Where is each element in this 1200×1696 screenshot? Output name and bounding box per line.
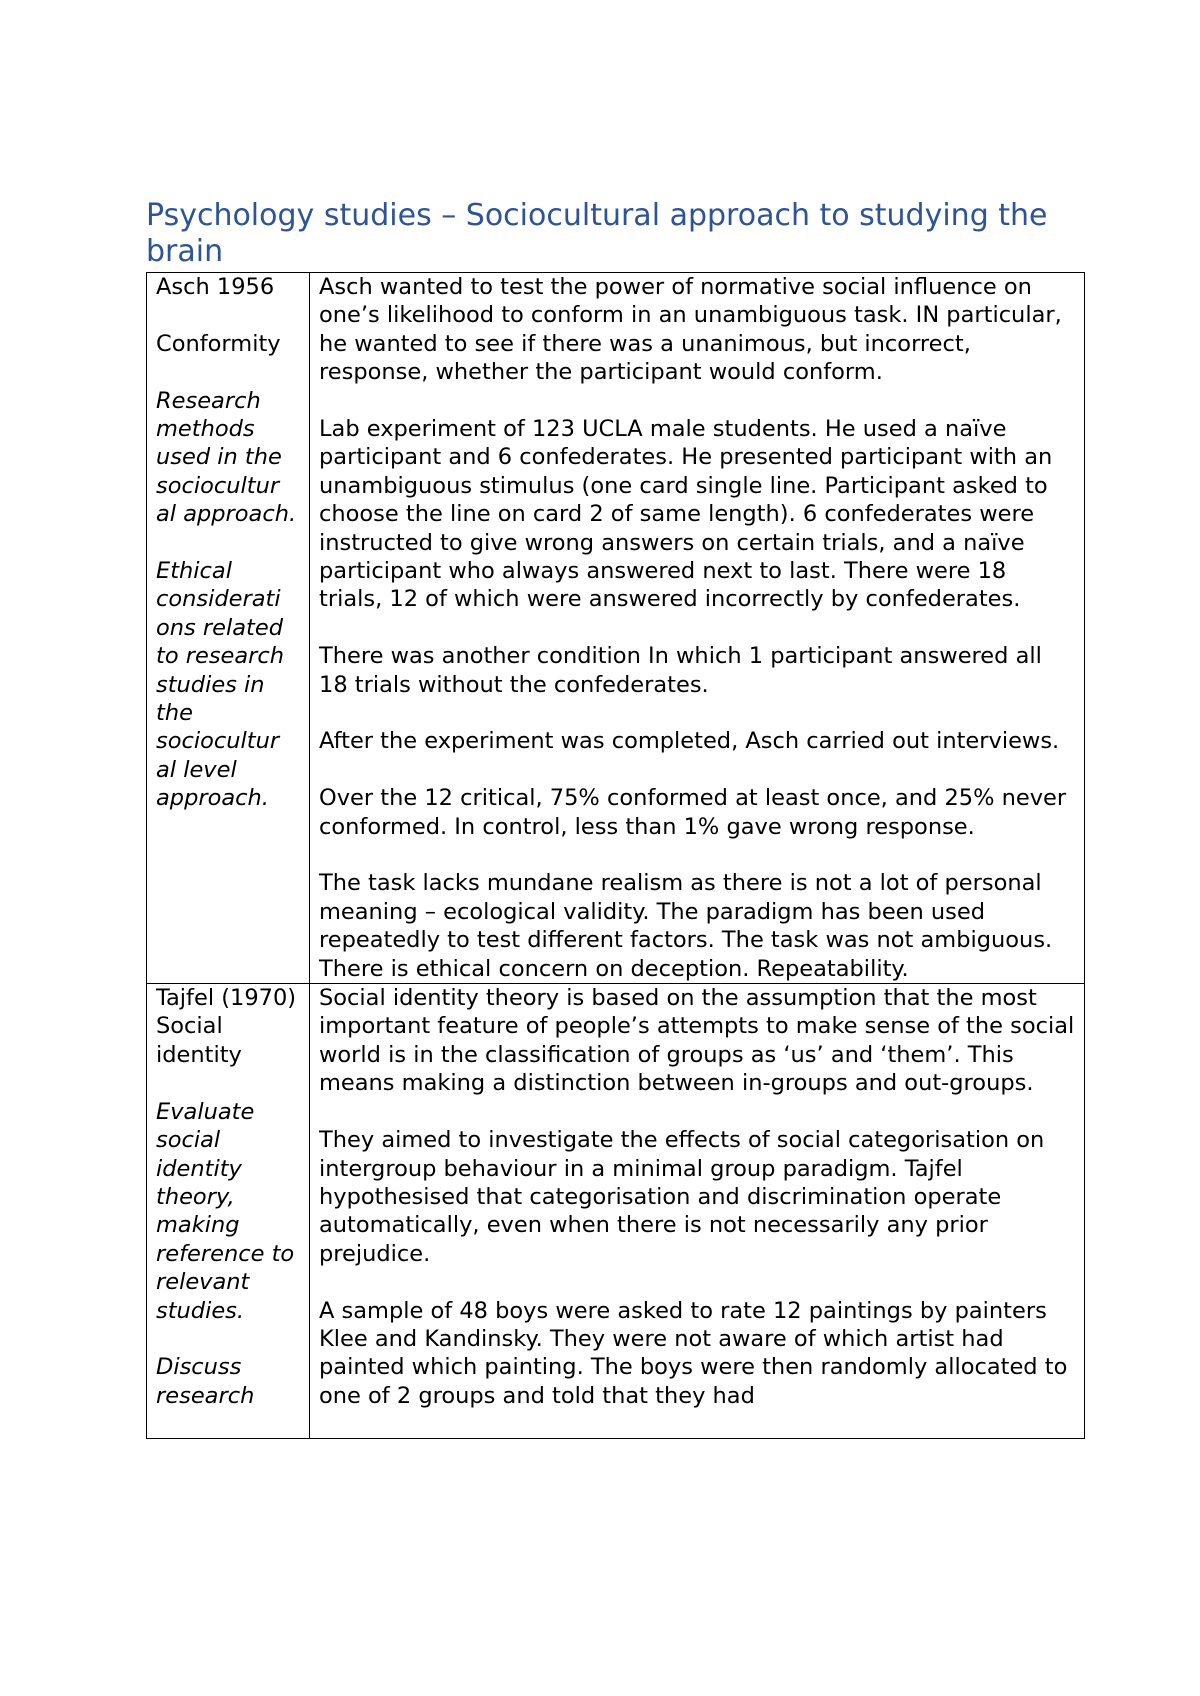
page-title: Psychology studies – Sociocultural approach to studying the brain — [146, 198, 1048, 269]
paragraph: After the experiment was completed, Asch carried out interviews. — [319, 728, 1060, 755]
study-cell-asch — [147, 273, 310, 984]
study-topic: Social identity — [156, 1013, 242, 1068]
study-note: Evaluate social identity theory, making reference to relevant studies. — [156, 1098, 295, 1324]
study-topic: Conformity — [156, 330, 281, 357]
paragraph: They aimed to investigate the effects of social categorisation on intergroup behaviour in a minimal group paradigm. Tajfel hypothesised that categorisation and discrimination operate automatically, even when there is not necessarily any prior prejudice. — [319, 1127, 1045, 1267]
study-note: Discuss research — [156, 1354, 255, 1409]
study-name: Tajfel (1970) — [156, 985, 297, 1012]
study-cell-tajfel — [147, 984, 310, 1439]
table-row — [147, 984, 1085, 1439]
study-note: Research methods used in the sociocultur al approach. — [156, 387, 297, 528]
study-note: Ethical considerati ons related to research studies in the sociocultur al level approach. — [156, 558, 285, 812]
study-description-tajfel — [310, 984, 1085, 1439]
study-description-asch — [310, 273, 1085, 984]
paragraph: Asch wanted to test the power of normative social influence on one’s likelihood to conform in an unambiguous task. IN particular, he wanted to see if there was a unanimous, but incorrect, response, whether the participant would conform. — [319, 274, 1062, 386]
paragraph: Social identity theory is based on the assumption that the most important feature of people’s attempts to make sense of the social world is in the classification of groups as ‘us’ and ‘them’. This means making a distinction between in-groups and out-groups. — [319, 985, 1075, 1097]
table-row — [147, 273, 1085, 984]
study-name: Asch 1956 — [156, 274, 275, 300]
paragraph: The task lacks mundane realism as there is not a lot of personal meaning – ecological validity. The paradigm has been used repeatedly to test different factors. The task was not ambiguous. There is ethical concern on deception. Repeatability. — [319, 870, 1053, 982]
studies-table — [146, 272, 1085, 1439]
paragraph: Over the 12 critical, 75% conformed at least once, and 25% never conformed. In control, less than 1% gave wrong response. — [319, 785, 1067, 840]
paragraph: A sample of 48 boys were asked to rate 12 paintings by painters Klee and Kandinsky. They were not aware of which artist had painted which painting. The boys were then randomly allocated to one of 2 groups and told that they had — [319, 1297, 1068, 1409]
paragraph: Lab experiment of 123 UCLA male students. He used a naïve participant and 6 confederates. He presented participant with an unambiguous stimulus (one card single line. Participant asked to choose the line on card 2 of same length). 6 confederates were instructed to give wrong answers on certain trials, and a naïve participant who always answered next to last. There were 18 trials, 12 of which were answered incorrectly by confederates. — [319, 416, 1053, 613]
paragraph: There was another condition In which 1 participant answered all 18 trials without the confederates. — [319, 643, 1042, 698]
